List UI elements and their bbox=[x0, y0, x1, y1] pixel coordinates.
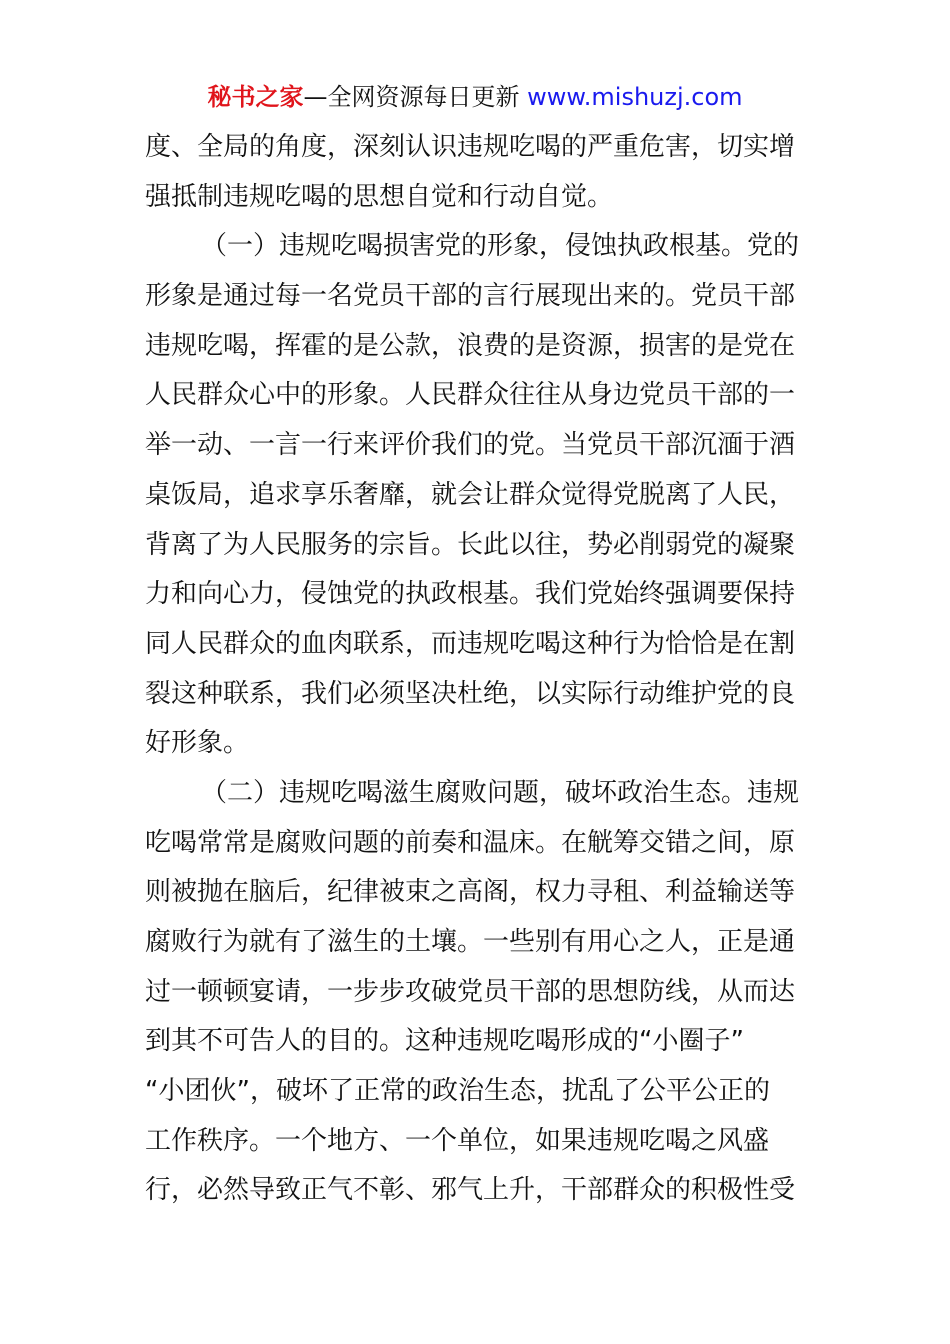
text-line: 人民群众心中的形象。人民群众往往从身边党员干部的一 bbox=[145, 380, 796, 411]
text-line: 行，必然导致正气不彰、邪气上升，干部群众的积极性受 bbox=[145, 1175, 796, 1206]
text-line: 到其不可告人的目的。这种违规吃喝形成的“小圈子” bbox=[145, 1026, 744, 1057]
text-line: 力和向心力，侵蚀党的执政根基。我们党始终强调要保持 bbox=[145, 579, 796, 610]
header-site-link[interactable]: www.mishuzj.com bbox=[527, 83, 743, 111]
document-body bbox=[145, 123, 800, 1216]
text-line: 强抵制违规吃喝的思想自觉和行动自觉。 bbox=[145, 181, 614, 212]
text-line: 违规吃喝，挥霍的是公款，浪费的是资源，损害的是党在 bbox=[145, 330, 796, 361]
text-line: 裂这种联系，我们必须坚决杜绝，以实际行动维护党的良 bbox=[145, 678, 796, 709]
text-line: 形象是通过每一名党员干部的言行展现出来的。党员干部 bbox=[145, 281, 796, 312]
header-tagline: —全网资源每日更新 bbox=[303, 83, 528, 111]
text-line: 腐败行为就有了滋生的土壤。一些别有用心之人，正是通 bbox=[145, 927, 796, 957]
paragraph-start-line: （一）违规吃喝损害党的形象，侵蚀执政根基。党的 bbox=[201, 231, 800, 262]
text-line: 背离了为人民服务的宗旨。长此以往，势必削弱党的凝聚 bbox=[145, 529, 796, 560]
text-line: 工作秩序。一个地方、一个单位，如果违规吃喝之风盛 bbox=[145, 1125, 770, 1156]
text-line: 过一顿顿宴请，一步步攻破党员干部的思想防线，从而达 bbox=[145, 976, 796, 1007]
page-header bbox=[0, 80, 950, 114]
paragraph-start-line: （二）违规吃喝滋生腐败问题，破坏政治生态。违规 bbox=[201, 777, 800, 808]
text-line: 则被抛在脑后，纪律被束之高阁，权力寻租、利益输送等 bbox=[145, 877, 796, 908]
text-line: 举一动、一言一行来评价我们的党。当党员干部沉湎于酒 bbox=[145, 430, 796, 461]
text-line: 好形象。 bbox=[145, 728, 250, 759]
text-line: 桌饭局，追求享乐奢靡，就会让群众觉得党脱离了人民， bbox=[145, 479, 796, 510]
header-brand: 秘书之家 bbox=[207, 83, 304, 111]
text-line: 同人民群众的血肉联系，而违规吃喝这种行为恰恰是在割 bbox=[145, 628, 796, 659]
text-line: “小团伙”，破坏了正常的政治生态，扰乱了公平公正的 bbox=[145, 1076, 770, 1107]
text-line: 吃喝常常是腐败问题的前奏和温床。在觥筹交错之间，原 bbox=[145, 827, 796, 858]
text-line: 度、全局的角度，深刻认识违规吃喝的严重危害，切实增 bbox=[145, 132, 796, 162]
